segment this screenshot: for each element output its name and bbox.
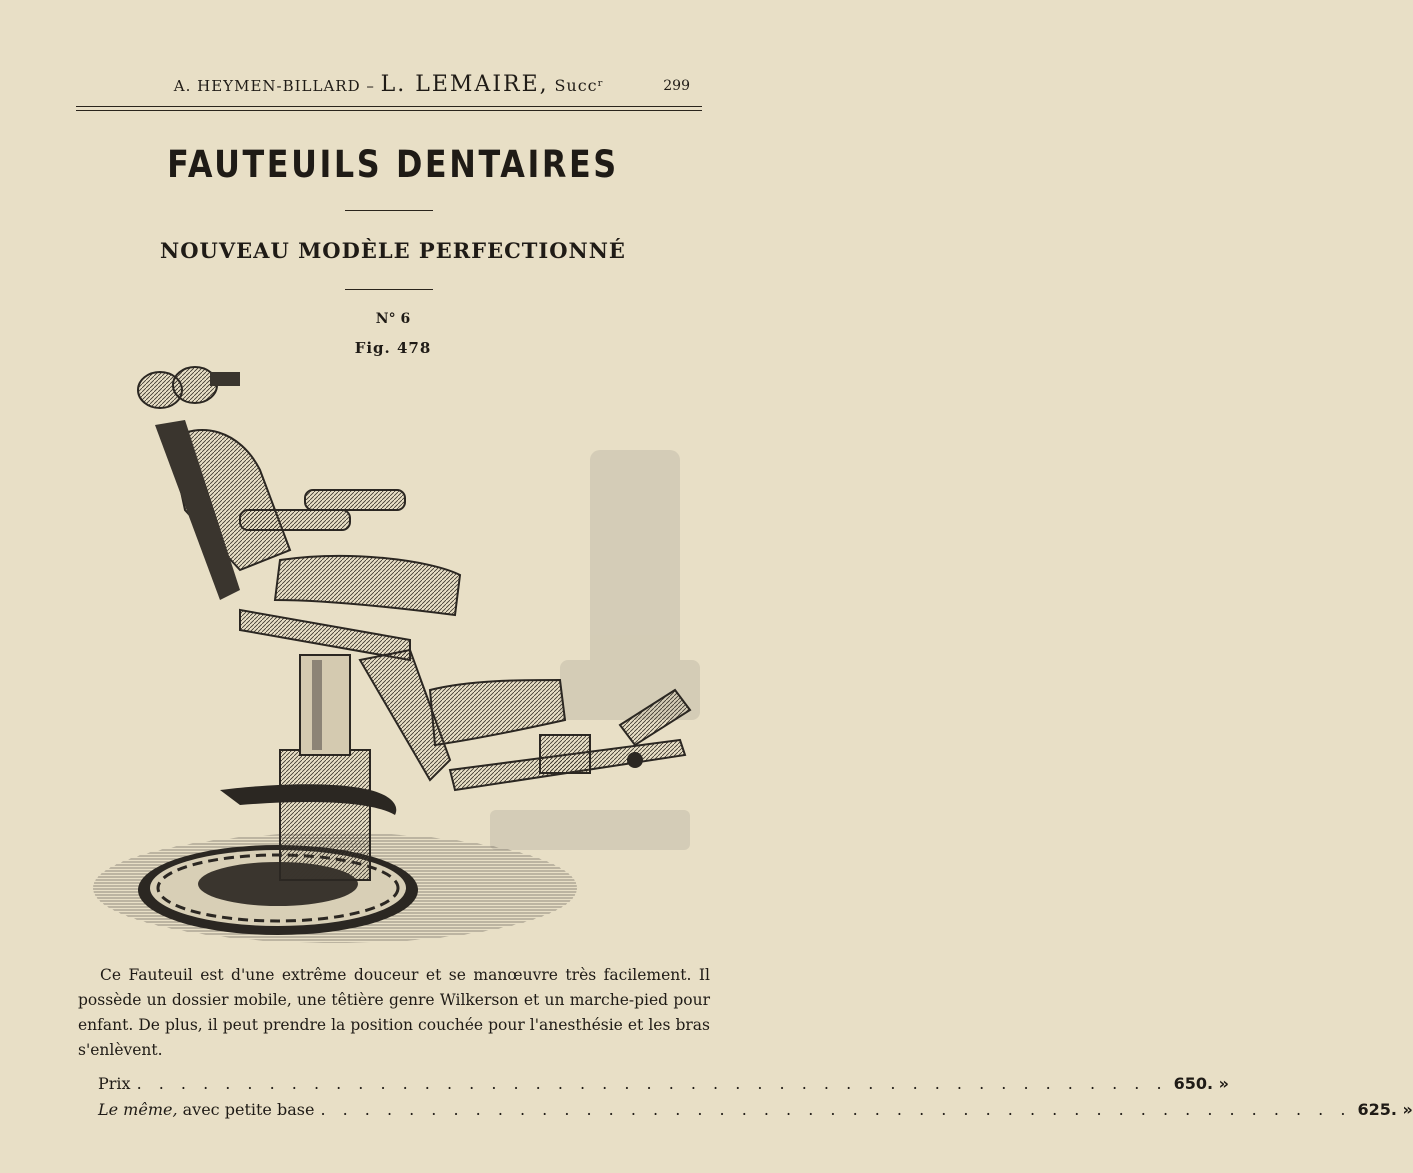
price-label-rest: avec petite base [177,1100,315,1119]
running-header [76,72,702,97]
price-label-small-base [98,1100,314,1119]
page-subtitle: NOUVEAU MODÈLE PERFECTIONNÉ [160,238,626,263]
description-text: Ce Fauteuil est d'une extrême douceur et se manœuvre très facilement. Il possède un dossier mobile, une têtière genre Wilkerson et un marche-pied pour enfant. De plus, il peut prendre la position couchée pour l'anesthésie et les bras s'enlèvent. [78,966,710,1059]
price-label-italic: Le même, [98,1100,178,1119]
model-number: N° 6 [375,311,411,327]
title-divider [345,210,433,211]
leader-dots: . . . . . . . . . . . . . . . . . . . . . . . . . . . . . . . . . . . . . . . . . . . . . . . [136,1074,1168,1093]
description-paragraph [78,963,710,1063]
subtitle-divider [345,289,433,290]
page-number: 299 [663,78,690,94]
price-label: Prix [98,1074,131,1093]
page-title: FAUTEUILS DENTAIRES [167,143,619,186]
figure-label: Fig. 478 [354,339,432,357]
price-value: 650. » [1173,1074,1229,1093]
price-row-small-base [98,1100,1413,1119]
header-rule-double [76,110,702,111]
header-company-name: L. LEMAIRE, [380,72,549,97]
header-publisher: A. HEYMEN-BILLARD – [173,77,375,95]
header-rule [76,106,702,107]
price-row-standard [98,1074,1229,1093]
price-value-small-base: 625. » [1357,1100,1413,1119]
header-successor: Succʳ [554,76,605,95]
leader-dots: . . . . . . . . . . . . . . . . . . . . . . . . . . . . . . . . . . . . . . . . . . . . . . . [320,1100,1352,1119]
dental-chair-engraving [90,360,710,955]
